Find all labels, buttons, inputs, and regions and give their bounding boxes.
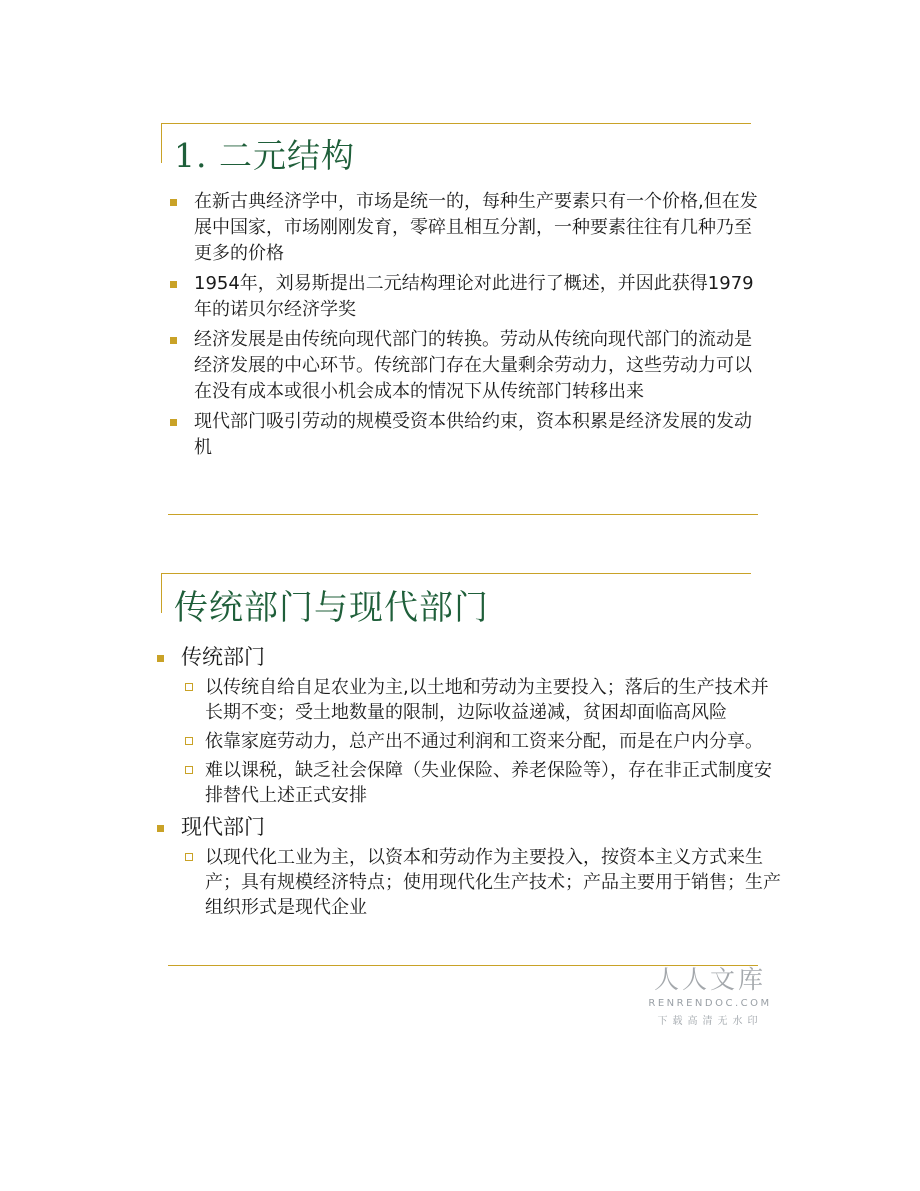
watermark-logo: 人人文库 (653, 965, 766, 994)
list-item (168, 271, 758, 323)
slide-2-top-rule (161, 573, 751, 574)
square-bullet-icon (157, 825, 164, 832)
slide-1-bottom-rule (168, 514, 758, 515)
slide-2-left-rule (161, 573, 162, 613)
slide-1-bullet-list (168, 189, 758, 461)
list-item (181, 675, 785, 725)
watermark-url: RENRENDOC.COM (648, 998, 772, 1009)
square-bullet-icon (170, 419, 177, 426)
hollow-square-bullet-icon (185, 766, 193, 774)
bullet-text: 在新古典经济学中，市场是统一的，每种生产要素只有一个价格,但在发展中国家，市场刚刚发育，零碎且相互分割，一种要素往往有几种乃至更多的价格 (194, 191, 758, 264)
bullet-text: 1954年，刘易斯提出二元结构理论对此进行了概述，并因此获得1979年的诺贝尔经济学奖 (194, 273, 754, 320)
sub-bullet-text: 以现代化工业为主，以资本和劳动作为主要投入，按资本主义方式来生产；具有规模经济特点；使用现代化生产技术；产品主要用于销售；生产组织形式是现代企业 (205, 847, 781, 918)
slide-2-section-list (155, 644, 785, 920)
square-bullet-icon (170, 337, 177, 344)
section-heading-item (155, 644, 785, 808)
list-item (168, 327, 758, 405)
bullet-text: 现代部门吸引劳动的规模受资本供给约束，资本积累是经济发展的发动机 (194, 411, 752, 458)
watermark (640, 960, 780, 1027)
hollow-square-bullet-icon (185, 853, 193, 861)
sub-bullet-text: 以传统自给自足农业为主,以土地和劳动为主要投入；落后的生产技术并长期不变；受土地数量的限制，边际收益递减，贫困却面临高风险 (205, 677, 769, 723)
watermark-subtitle: 下载高清无水印 (657, 1016, 763, 1027)
list-item (181, 729, 785, 754)
square-bullet-icon (170, 281, 177, 288)
sub-bullet-list (181, 675, 785, 808)
slide-1-top-rule (161, 123, 751, 124)
section-heading-item (155, 814, 785, 920)
bullet-text: 经济发展是由传统向现代部门的转换。劳动从传统向现代部门的流动是经济发展的中心环节。传统部门存在大量剩余劳动力，这些劳动力可以在没有成本或很小机会成本的情况下从传统部门转移出来 (194, 329, 752, 402)
square-bullet-icon (170, 199, 177, 206)
slide-1-title: 1. 二元结构 (174, 136, 355, 175)
sub-bullet-text: 难以课税，缺乏社会保障（失业保险、养老保险等），存在非正式制度安排替代上述正式安排 (205, 760, 772, 806)
square-bullet-icon (157, 655, 164, 662)
slide-1-left-rule (161, 123, 162, 163)
list-item (168, 409, 758, 461)
sub-bullet-text: 依靠家庭劳动力，总产出不通过利润和工资来分配，而是在户内分享。 (205, 731, 763, 752)
list-item (181, 845, 785, 920)
section-heading: 传统部门 (181, 645, 265, 669)
hollow-square-bullet-icon (185, 683, 193, 691)
section-heading: 现代部门 (181, 815, 265, 839)
hollow-square-bullet-icon (185, 737, 193, 745)
list-item (168, 189, 758, 267)
slide-2-title: 传统部门与现代部门 (174, 588, 489, 628)
list-item (181, 758, 785, 808)
sub-bullet-list (181, 845, 785, 920)
